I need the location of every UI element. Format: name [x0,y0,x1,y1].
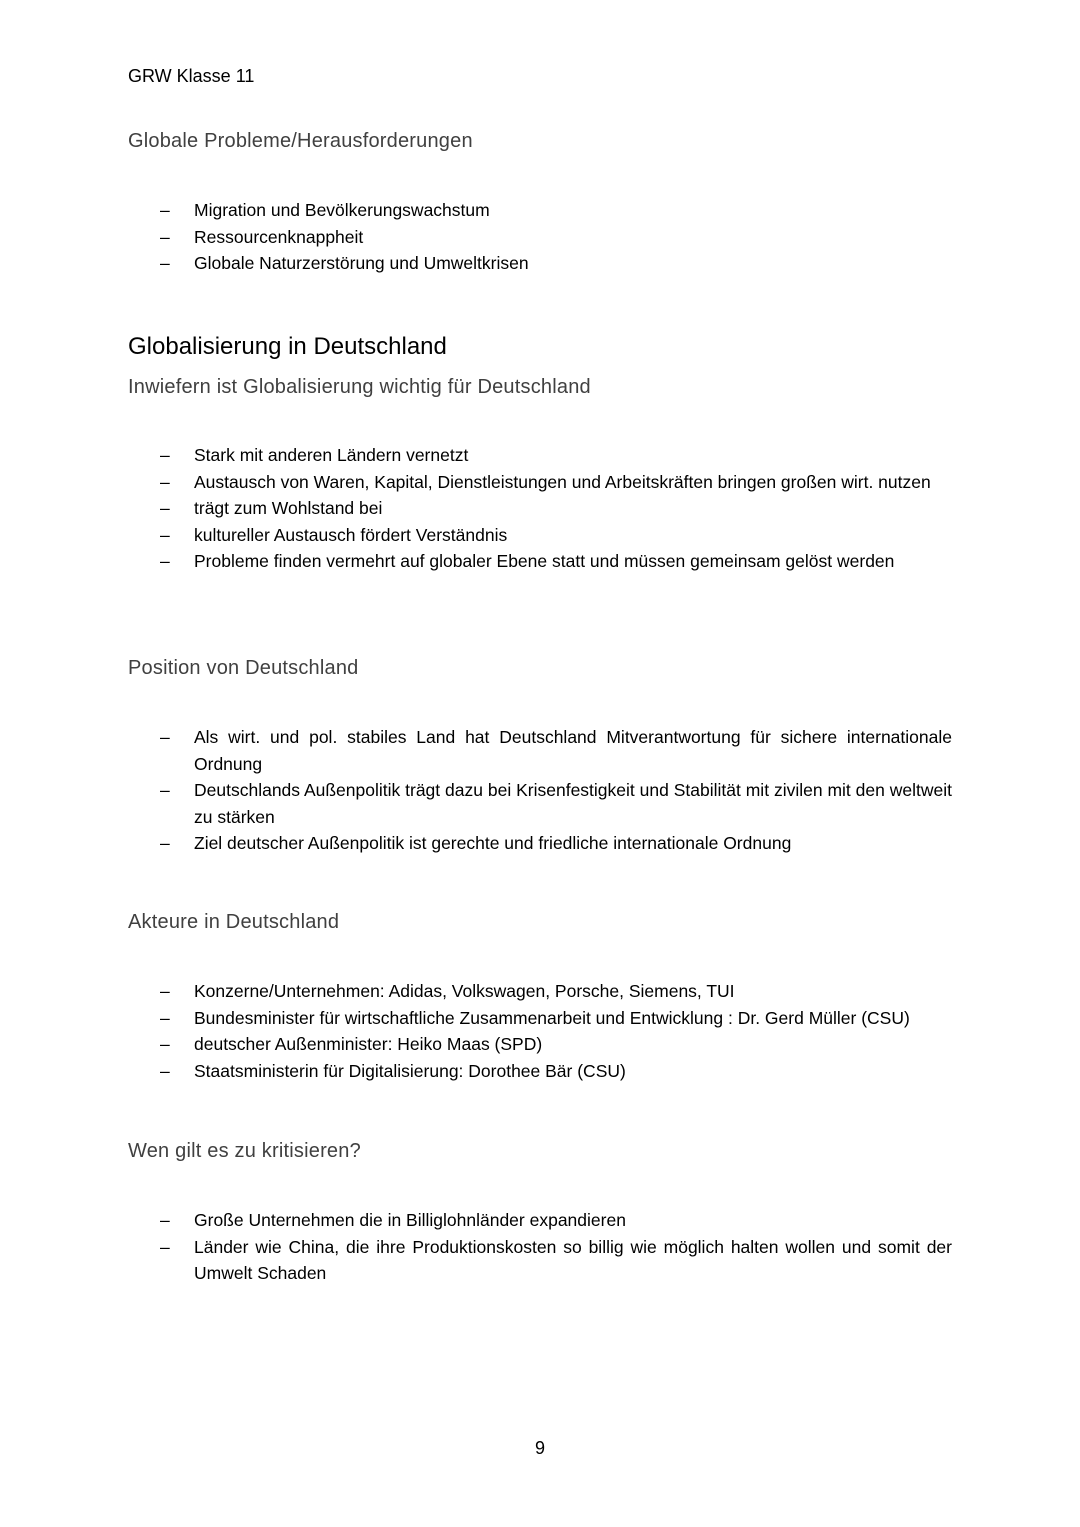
subheading-kritik: Wen gilt es zu kritisieren? [128,1140,361,1162]
dash-bullet-icon: – [160,445,170,465]
list-item: – Bundesminister für wirtschaftliche Zusammenarbeit und Entwicklung : Dr. Gerd Müller (CSU) [128,1005,952,1032]
list-globale-probleme [128,197,952,277]
list-item: – kultureller Austausch fördert Verständnis [128,522,952,549]
dash-bullet-icon: – [160,833,170,853]
subheading-akteure: Akteure in Deutschland [128,911,340,933]
list-item: – Deutschlands Außenpolitik trägt dazu bei Krisenfestigkeit und Stabilität mit zivilen mit den weltweit zu stärken [128,777,952,830]
list-item: – Ressourcenknappheit [128,224,952,251]
heading-globalisierung: Globalisierung in Deutschland [128,333,447,360]
dash-bullet-icon: – [160,200,170,220]
subheading-globale-probleme: Globale Probleme/Herausforderungen [128,130,473,152]
page-number: 9 [534,1438,545,1458]
dash-bullet-icon: – [160,1210,170,1230]
dash-bullet-icon: – [160,551,170,571]
dash-bullet-icon: – [160,981,170,1001]
list-position [128,724,952,857]
dash-bullet-icon: – [160,524,170,545]
list-item: – Globale Naturzerstörung und Umweltkrisen [128,250,952,277]
dash-bullet-icon: – [160,1060,170,1081]
list-item: – Ziel deutscher Außenpolitik ist gerechte und friedliche internationale Ordnung [128,830,952,857]
list-item: – Länder wie China, die ihre Produktionskosten so billig wie möglich halten wollen und somit der Umwelt Schaden [128,1234,952,1287]
dash-bullet-icon: – [160,1007,170,1028]
dash-bullet-icon: – [160,1236,170,1257]
subheading-inwiefern: Inwiefern ist Globalisierung wichtig für Deutschland [128,376,591,398]
list-item: – Migration und Bevölkerungswachstum [128,197,952,224]
dash-bullet-icon: – [160,471,170,492]
document-header: GRW Klasse 11 [128,66,255,86]
list-item: – Konzerne/Unternehmen: Adidas, Volkswagen, Porsche, Siemens, TUI [128,978,952,1005]
subheading-position: Position von Deutschland [128,657,359,679]
list-item: – Stark mit anderen Ländern vernetzt [128,442,952,469]
dash-bullet-icon: – [160,226,170,247]
dash-bullet-icon: – [160,253,170,273]
list-akteure [128,978,952,1084]
list-item: – deutscher Außenminister: Heiko Maas (SPD) [128,1031,952,1058]
list-item: – Große Unternehmen die in Billiglohnländer expandieren [128,1207,952,1234]
list-item: – Austausch von Waren, Kapital, Dienstleistungen und Arbeitskräften bringen großen wirt. nutzen [128,469,952,496]
list-item: – Als wirt. und pol. stabiles Land hat Deutschland Mitverantwortung für sichere internationale Ordnung [128,724,952,777]
dash-bullet-icon: – [160,780,170,800]
list-kritik [128,1207,952,1287]
list-item: – Probleme finden vermehrt auf globaler Ebene statt und müssen gemeinsam gelöst werden [128,548,952,575]
list-item: – Staatsministerin für Digitalisierung: Dorothee Bär (CSU) [128,1058,952,1085]
dash-bullet-icon: – [160,498,170,518]
list-item: – trägt zum Wohlstand bei [128,495,952,522]
dash-bullet-icon: – [160,1034,170,1054]
list-globalisierung [128,442,952,575]
dash-bullet-icon: – [160,727,170,747]
